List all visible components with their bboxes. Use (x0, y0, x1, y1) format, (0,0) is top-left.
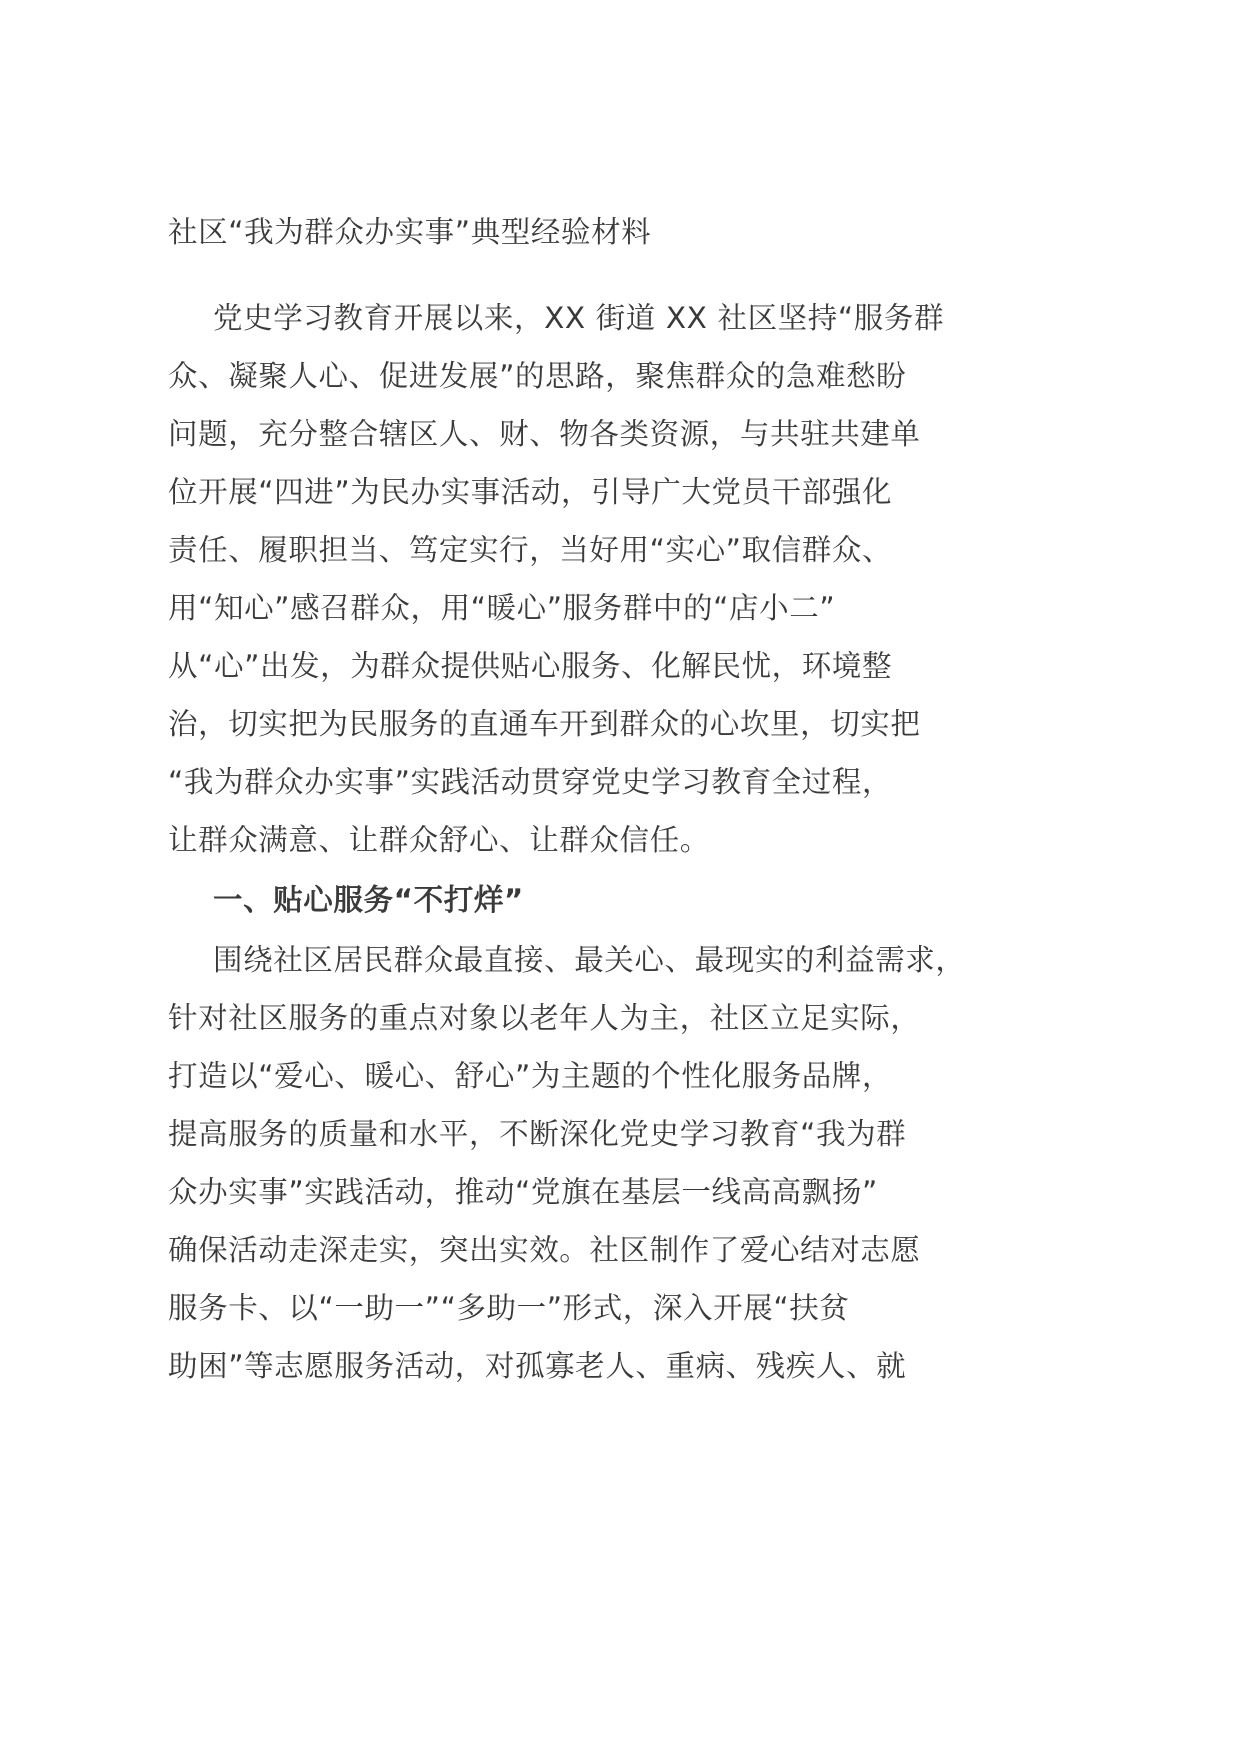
paragraph-line: 从“心”出发，为群众提供贴心服务、化解民忧，环境整 (168, 649, 893, 683)
paragraph-line: 位开展“四进”为民办实事活动，引导广大党员干部强化 (168, 475, 893, 509)
paragraph-line: 众办实事”实践活动，推动“党旗在基层一线高高飘扬” (168, 1175, 878, 1209)
document-title: 社区“我为群众办实事”典型经验材料 (168, 215, 652, 249)
paragraph-line: 问题，充分整合辖区人、财、物各类资源，与共驻共建单 (168, 417, 921, 451)
paragraph-line: 服务卡、以“一助一”“多助一”形式，深入开展“扶贫 (168, 1291, 850, 1325)
paragraph-line: 众、凝聚人心、促进发展”的思路，聚焦群众的急难愁盼 (168, 359, 907, 393)
paragraph-line: “我为群众办实事”实践活动贯穿党史学习教育全过程， (168, 765, 893, 799)
paragraph-line: 提高服务的质量和水平，不断深化党史学习教育“我为群 (168, 1117, 907, 1151)
paragraph-line: 党史学习教育开展以来，XX 街道 XX 社区坚持“服务群 (213, 301, 945, 335)
paragraph-line: 针对社区服务的重点对象以老年人为主，社区立足实际， (168, 1001, 921, 1035)
paragraph-line: 确保活动走深走实，突出实效。社区制作了爱心结对志愿 (168, 1233, 921, 1267)
paragraph-line: 用“知心”感召群众，用“暖心”服务群中的“店小二” (168, 591, 836, 625)
paragraph-line: 让群众满意、让群众舒心、让群众信任。 (168, 823, 710, 857)
section-heading: 一、贴心服务“不打烊” (213, 883, 524, 917)
paragraph-line: 助困”等志愿服务活动，对孤寡老人、重病、残疾人、就 (168, 1349, 907, 1383)
paragraph-line: 治，切实把为民服务的直通车开到群众的心坎里，切实把 (168, 707, 921, 741)
paragraph-line: 围绕社区居民群众最直接、最关心、最现实的利益需求， (213, 943, 966, 977)
paragraph-line: 打造以“爱心、暖心、舒心”为主题的个性化服务品牌， (168, 1059, 893, 1093)
paragraph-line: 责任、履职担当、笃定实行，当好用“实心”取信群众、 (168, 533, 893, 567)
